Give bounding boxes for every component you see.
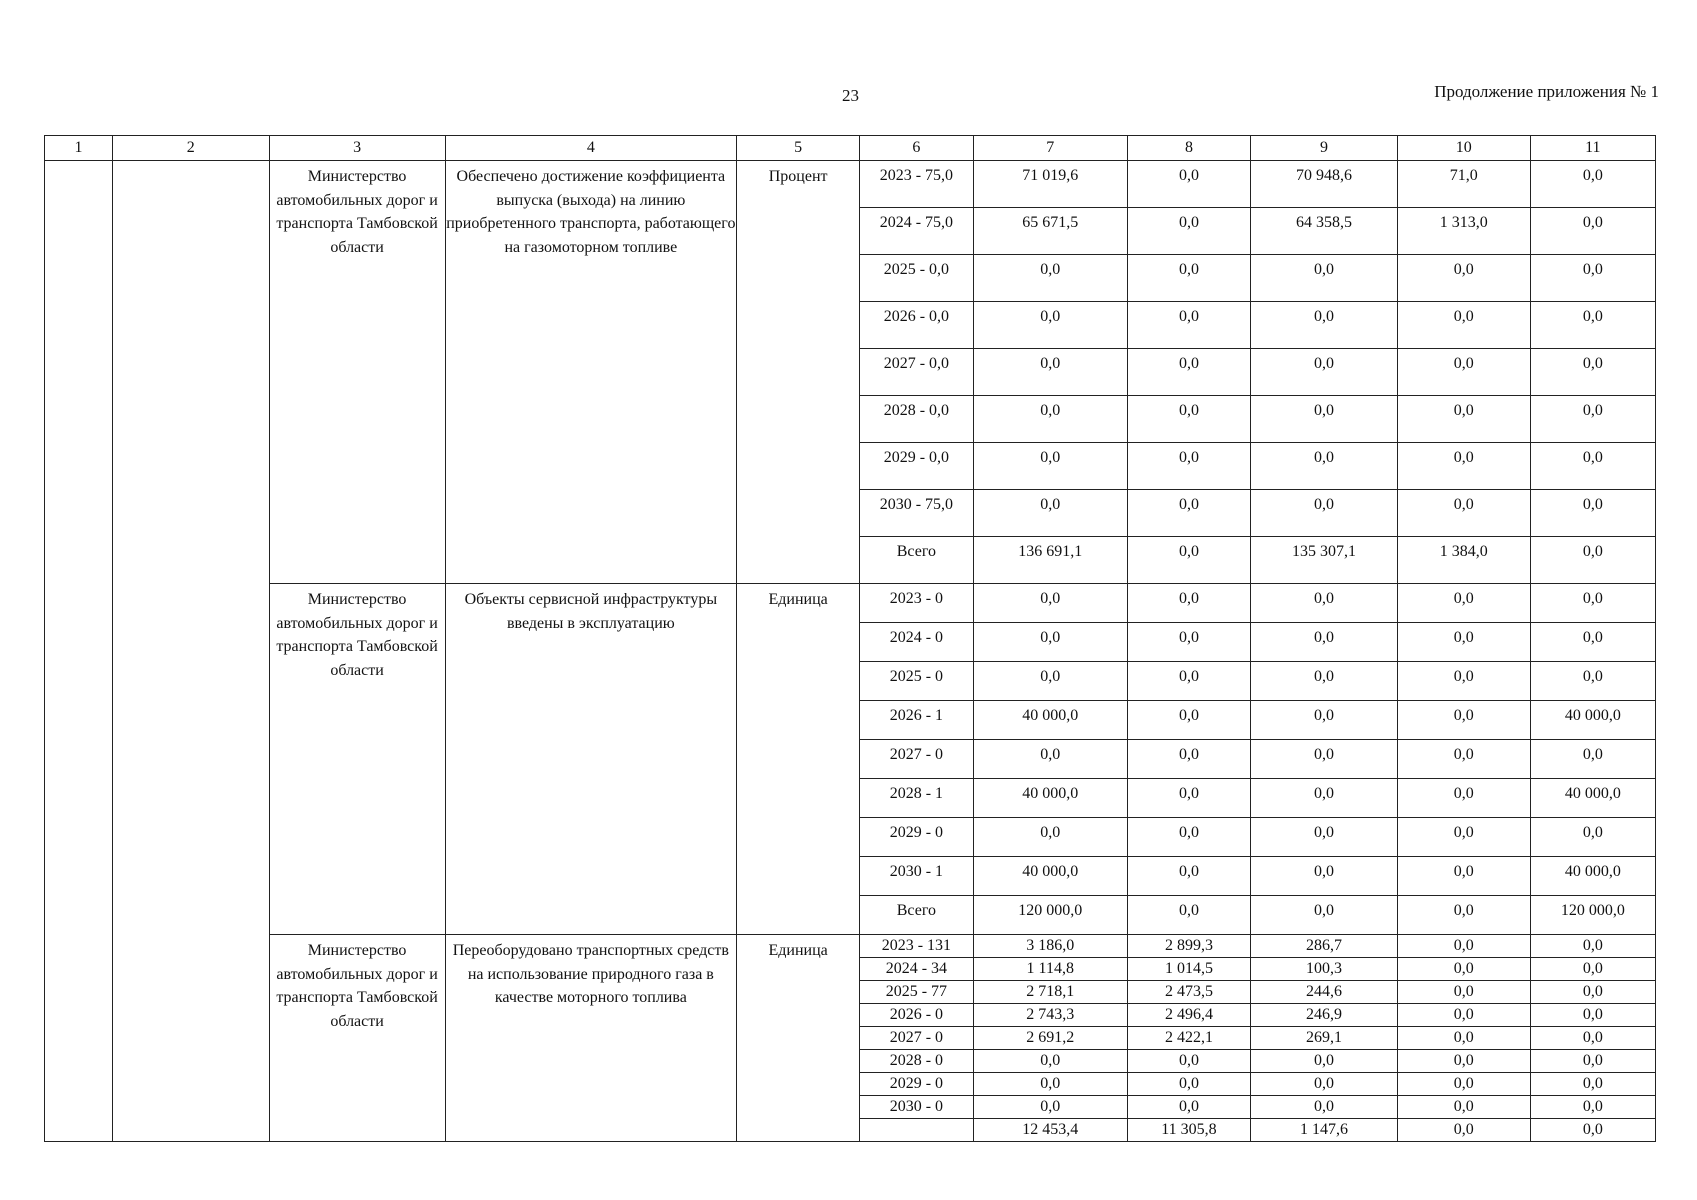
amount-cell-c10: 0,0 [1397, 857, 1530, 896]
amount-cell-c9: 0,0 [1251, 818, 1398, 857]
year-value-cell: 2026 - 0,0 [860, 302, 973, 349]
amount-cell-c10: 0,0 [1397, 701, 1530, 740]
amount-cell-c9: 269,1 [1251, 1027, 1398, 1050]
amount-cell-c7: 0,0 [973, 740, 1127, 779]
amount-cell-c7: 12 453,4 [973, 1119, 1127, 1142]
amount-cell-c7: 2 718,1 [973, 981, 1127, 1004]
amount-cell-c8: 0,0 [1127, 255, 1250, 302]
amount-cell-c8: 0,0 [1127, 349, 1250, 396]
amount-cell-c11: 40 000,0 [1530, 857, 1655, 896]
amount-cell-c11: 40 000,0 [1530, 701, 1655, 740]
amount-cell-c11: 0,0 [1530, 1027, 1655, 1050]
amount-cell-c9: 0,0 [1251, 302, 1398, 349]
amount-cell-c11: 0,0 [1530, 1004, 1655, 1027]
table-row [45, 935, 1656, 958]
amount-cell-c8: 0,0 [1127, 857, 1250, 896]
amount-cell-c11: 0,0 [1530, 958, 1655, 981]
year-value-cell: 2024 - 0 [860, 623, 973, 662]
amount-cell-c10: 0,0 [1397, 1096, 1530, 1119]
amount-cell-c9: 286,7 [1251, 935, 1398, 958]
amount-cell-c10: 0,0 [1397, 584, 1530, 623]
amount-cell-c9: 0,0 [1251, 740, 1398, 779]
amount-cell-c8: 0,0 [1127, 584, 1250, 623]
amount-cell-c11: 0,0 [1530, 1073, 1655, 1096]
amount-cell-c9: 0,0 [1251, 1073, 1398, 1096]
amount-cell-c7: 3 186,0 [973, 935, 1127, 958]
result-cell: Переоборудовано транспортных средств на использование природного газа в качестве моторного топлива [445, 935, 737, 1142]
page-number: 23 [842, 86, 859, 105]
amount-cell-c7: 0,0 [973, 662, 1127, 701]
amount-cell-c7: 136 691,1 [973, 537, 1127, 584]
amount-cell-c8: 11 305,8 [1127, 1119, 1250, 1142]
amount-cell-c8: 0,0 [1127, 161, 1250, 208]
amount-cell-c7: 40 000,0 [973, 779, 1127, 818]
amount-cell-c10: 0,0 [1397, 490, 1530, 537]
amount-cell-c9: 0,0 [1251, 623, 1398, 662]
result-cell: Объекты сервисной инфраструктуры введены в эксплуатацию [445, 584, 737, 935]
amount-cell-c8: 0,0 [1127, 1050, 1250, 1073]
amount-cell-c7: 0,0 [973, 255, 1127, 302]
amount-cell-c8: 0,0 [1127, 302, 1250, 349]
amount-cell-c7: 40 000,0 [973, 701, 1127, 740]
amount-cell-c10: 0,0 [1397, 1050, 1530, 1073]
amount-cell-c7: 40 000,0 [973, 857, 1127, 896]
amount-cell-c9: 0,0 [1251, 1050, 1398, 1073]
amount-cell-c9: 0,0 [1251, 1096, 1398, 1119]
year-value-cell: 2025 - 0,0 [860, 255, 973, 302]
amount-cell-c11: 0,0 [1530, 662, 1655, 701]
amount-cell-c8: 0,0 [1127, 1073, 1250, 1096]
continuation-caption: Продолжение приложения № 1 [1434, 82, 1659, 101]
year-value-cell: 2027 - 0,0 [860, 349, 973, 396]
amount-cell-c11: 0,0 [1530, 1050, 1655, 1073]
amount-cell-c7: 120 000,0 [973, 896, 1127, 935]
amount-cell-c10: 71,0 [1397, 161, 1530, 208]
result-cell: Обеспечено достижение коэффициента выпуска (выхода) на линию приобретенного транспорта, работающего на газомоторном топливе [445, 161, 737, 584]
appendix-table [44, 135, 1656, 1142]
amount-cell-c7: 0,0 [973, 818, 1127, 857]
amount-cell-c8: 1 014,5 [1127, 958, 1250, 981]
amount-cell-c10: 1 384,0 [1397, 537, 1530, 584]
year-value-cell [860, 1119, 973, 1142]
amount-cell-c7: 0,0 [973, 490, 1127, 537]
amount-cell-c8: 0,0 [1127, 1096, 1250, 1119]
amount-cell-c10: 0,0 [1397, 818, 1530, 857]
year-value-cell: 2027 - 0 [860, 740, 973, 779]
unit-cell: Единица [737, 935, 860, 1142]
amount-cell-c9: 1 147,6 [1251, 1119, 1398, 1142]
amount-cell-c10: 0,0 [1397, 896, 1530, 935]
amount-cell-c9: 0,0 [1251, 779, 1398, 818]
unit-cell: Единица [737, 584, 860, 935]
amount-cell-c7: 0,0 [973, 1050, 1127, 1073]
amount-cell-c11: 40 000,0 [1530, 779, 1655, 818]
amount-cell-c11: 0,0 [1530, 818, 1655, 857]
amount-cell-c8: 0,0 [1127, 396, 1250, 443]
year-value-cell: 2028 - 0,0 [860, 396, 973, 443]
year-value-cell: 2027 - 0 [860, 1027, 973, 1050]
amount-cell-c11: 0,0 [1530, 443, 1655, 490]
amount-cell-c7: 0,0 [973, 584, 1127, 623]
amount-cell-c11: 0,0 [1530, 255, 1655, 302]
amount-cell-c9: 0,0 [1251, 701, 1398, 740]
amount-cell-c9: 100,3 [1251, 958, 1398, 981]
amount-cell-c8: 0,0 [1127, 208, 1250, 255]
responsible-cell: Министерство автомобильных дорог и транспорта Тамбовской области [269, 161, 445, 584]
year-value-cell: 2026 - 1 [860, 701, 973, 740]
amount-cell-c10: 0,0 [1397, 349, 1530, 396]
responsible-cell: Министерство автомобильных дорог и транспорта Тамбовской области [269, 584, 445, 935]
amount-cell-c8: 0,0 [1127, 537, 1250, 584]
amount-cell-c11: 0,0 [1530, 161, 1655, 208]
amount-cell-c8: 2 422,1 [1127, 1027, 1250, 1050]
amount-cell-c8: 0,0 [1127, 818, 1250, 857]
amount-cell-c9: 0,0 [1251, 396, 1398, 443]
col1-cell [45, 161, 113, 1142]
amount-cell-c7: 0,0 [973, 1073, 1127, 1096]
year-value-cell: 2024 - 75,0 [860, 208, 973, 255]
col-header-7: 7 [973, 136, 1127, 161]
amount-cell-c10: 0,0 [1397, 1073, 1530, 1096]
amount-cell-c7: 0,0 [973, 1096, 1127, 1119]
amount-cell-c10: 0,0 [1397, 662, 1530, 701]
amount-cell-c10: 0,0 [1397, 981, 1530, 1004]
col-header-6: 6 [860, 136, 973, 161]
year-value-cell: 2029 - 0 [860, 1073, 973, 1096]
amount-cell-c11: 0,0 [1530, 981, 1655, 1004]
amount-cell-c7: 0,0 [973, 443, 1127, 490]
amount-cell-c7: 2 743,3 [973, 1004, 1127, 1027]
year-value-cell: Всего [860, 537, 973, 584]
amount-cell-c11: 0,0 [1530, 396, 1655, 443]
amount-cell-c8: 0,0 [1127, 623, 1250, 662]
col-header-9: 9 [1251, 136, 1398, 161]
amount-cell-c9: 64 358,5 [1251, 208, 1398, 255]
col-header-8: 8 [1127, 136, 1250, 161]
table-row [45, 161, 1656, 208]
year-value-cell: Всего [860, 896, 973, 935]
amount-cell-c8: 2 473,5 [1127, 981, 1250, 1004]
amount-cell-c11: 120 000,0 [1530, 896, 1655, 935]
amount-cell-c8: 2 899,3 [1127, 935, 1250, 958]
amount-cell-c9: 135 307,1 [1251, 537, 1398, 584]
amount-cell-c11: 0,0 [1530, 1119, 1655, 1142]
col-header-1: 1 [45, 136, 113, 161]
amount-cell-c11: 0,0 [1530, 490, 1655, 537]
amount-cell-c9: 0,0 [1251, 443, 1398, 490]
amount-cell-c11: 0,0 [1530, 584, 1655, 623]
amount-cell-c9: 0,0 [1251, 490, 1398, 537]
amount-cell-c7: 0,0 [973, 396, 1127, 443]
col-header-4: 4 [445, 136, 737, 161]
amount-cell-c8: 0,0 [1127, 443, 1250, 490]
amount-cell-c9: 0,0 [1251, 584, 1398, 623]
year-value-cell: 2030 - 75,0 [860, 490, 973, 537]
amount-cell-c10: 0,0 [1397, 779, 1530, 818]
year-value-cell: 2023 - 131 [860, 935, 973, 958]
amount-cell-c8: 2 496,4 [1127, 1004, 1250, 1027]
amount-cell-c9: 0,0 [1251, 662, 1398, 701]
col-header-5: 5 [737, 136, 860, 161]
amount-cell-c8: 0,0 [1127, 701, 1250, 740]
amount-cell-c7: 0,0 [973, 623, 1127, 662]
year-value-cell: 2030 - 1 [860, 857, 973, 896]
year-value-cell: 2028 - 1 [860, 779, 973, 818]
amount-cell-c9: 246,9 [1251, 1004, 1398, 1027]
amount-cell-c9: 70 948,6 [1251, 161, 1398, 208]
amount-cell-c10: 0,0 [1397, 255, 1530, 302]
year-value-cell: 2026 - 0 [860, 1004, 973, 1027]
amount-cell-c8: 0,0 [1127, 779, 1250, 818]
amount-cell-c8: 0,0 [1127, 896, 1250, 935]
column-number-row [45, 136, 1656, 161]
amount-cell-c8: 0,0 [1127, 490, 1250, 537]
amount-cell-c9: 0,0 [1251, 349, 1398, 396]
amount-cell-c10: 0,0 [1397, 740, 1530, 779]
amount-cell-c10: 0,0 [1397, 623, 1530, 662]
col-header-3: 3 [269, 136, 445, 161]
amount-cell-c11: 0,0 [1530, 1096, 1655, 1119]
amount-cell-c11: 0,0 [1530, 208, 1655, 255]
amount-cell-c10: 0,0 [1397, 1027, 1530, 1050]
amount-cell-c7: 1 114,8 [973, 958, 1127, 981]
col2-cell [113, 161, 270, 1142]
amount-cell-c9: 244,6 [1251, 981, 1398, 1004]
year-value-cell: 2023 - 0 [860, 584, 973, 623]
amount-cell-c7: 2 691,2 [973, 1027, 1127, 1050]
amount-cell-c11: 0,0 [1530, 537, 1655, 584]
year-value-cell: 2025 - 0 [860, 662, 973, 701]
col-header-10: 10 [1397, 136, 1530, 161]
amount-cell-c11: 0,0 [1530, 349, 1655, 396]
amount-cell-c10: 0,0 [1397, 302, 1530, 349]
year-value-cell: 2028 - 0 [860, 1050, 973, 1073]
amount-cell-c8: 0,0 [1127, 740, 1250, 779]
unit-cell: Процент [737, 161, 860, 584]
amount-cell-c11: 0,0 [1530, 935, 1655, 958]
amount-cell-c10: 0,0 [1397, 958, 1530, 981]
year-value-cell: 2024 - 34 [860, 958, 973, 981]
amount-cell-c10: 0,0 [1397, 1119, 1530, 1142]
responsible-cell: Министерство автомобильных дорог и транспорта Тамбовской области [269, 935, 445, 1142]
amount-cell-c9: 0,0 [1251, 857, 1398, 896]
table-body [45, 161, 1656, 1142]
amount-cell-c11: 0,0 [1530, 740, 1655, 779]
col-header-2: 2 [113, 136, 270, 161]
year-value-cell: 2029 - 0,0 [860, 443, 973, 490]
amount-cell-c7: 0,0 [973, 349, 1127, 396]
year-value-cell: 2030 - 0 [860, 1096, 973, 1119]
year-value-cell: 2023 - 75,0 [860, 161, 973, 208]
amount-cell-c9: 0,0 [1251, 896, 1398, 935]
amount-cell-c7: 0,0 [973, 302, 1127, 349]
year-value-cell: 2025 - 77 [860, 981, 973, 1004]
amount-cell-c7: 65 671,5 [973, 208, 1127, 255]
amount-cell-c7: 71 019,6 [973, 161, 1127, 208]
amount-cell-c10: 0,0 [1397, 443, 1530, 490]
amount-cell-c11: 0,0 [1530, 302, 1655, 349]
amount-cell-c9: 0,0 [1251, 255, 1398, 302]
amount-cell-c10: 0,0 [1397, 396, 1530, 443]
amount-cell-c11: 0,0 [1530, 623, 1655, 662]
amount-cell-c10: 1 313,0 [1397, 208, 1530, 255]
col-header-11: 11 [1530, 136, 1655, 161]
amount-cell-c10: 0,0 [1397, 935, 1530, 958]
amount-cell-c10: 0,0 [1397, 1004, 1530, 1027]
year-value-cell: 2029 - 0 [860, 818, 973, 857]
amount-cell-c8: 0,0 [1127, 662, 1250, 701]
table-row [45, 584, 1656, 623]
